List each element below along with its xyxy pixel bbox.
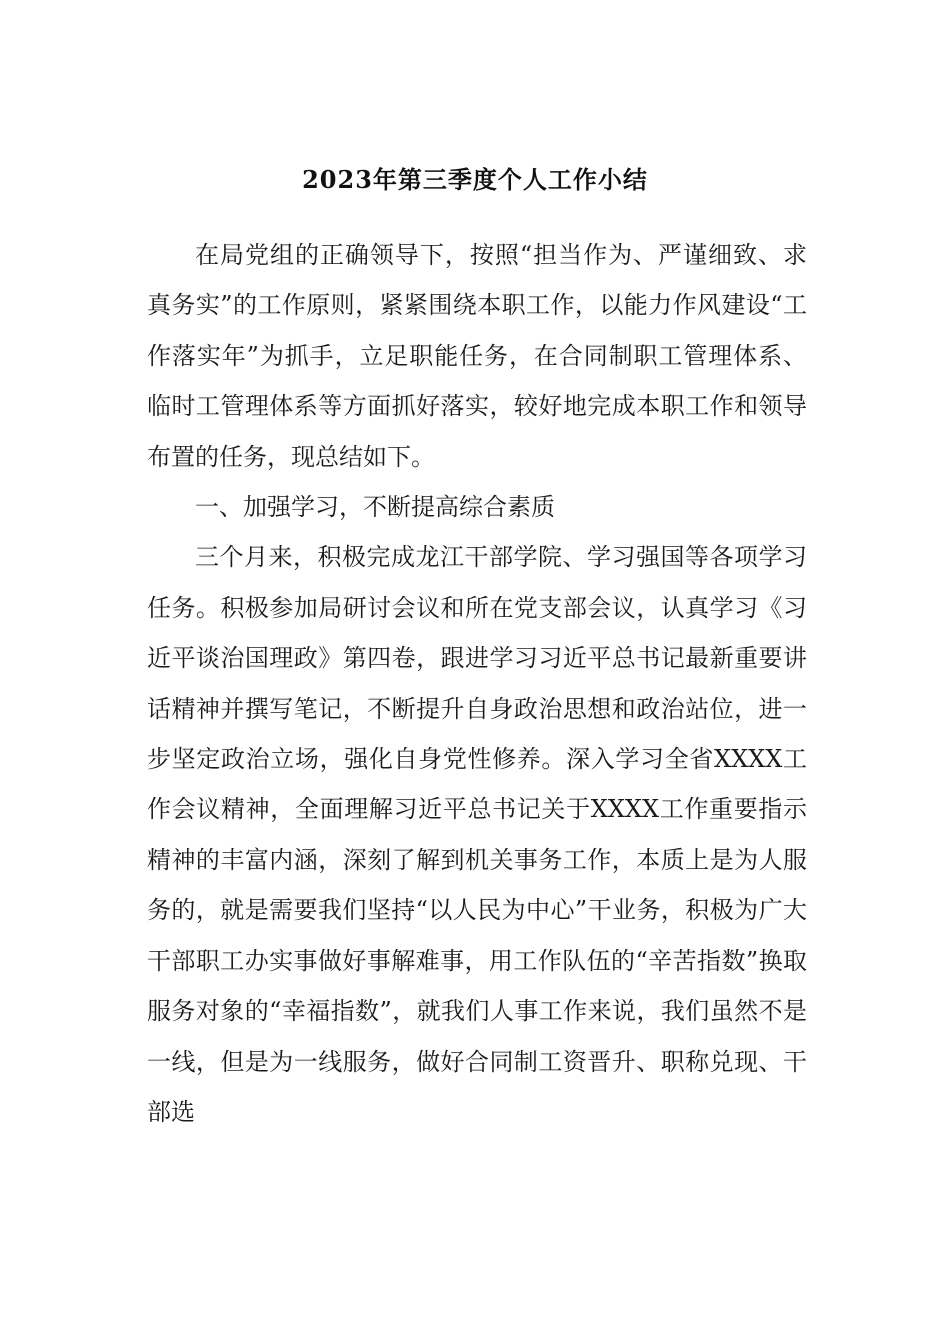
- study-paragraph: 三个月来，积极完成龙江干部学院、学习强国等各项学习任务。积极参加局研讨会议和所在党支部会议，认真学习《习近平谈治国理政》第四卷，跟进学习习近平总书记最新重要讲话精神并撰写笔记，不断提升自身政治思想和政治站位，进一步坚定政治立场，强化自身党性修养。深入学习全省XXXX工作会议精神，全面理解习近平总书记关于XXXX工作重要指示精神的丰富内涵，深刻了解到机关事务工作，本质上是为人服务的，就是需要我们坚持“以人民为中心”干业务，积极为广大干部职工办实事做好事解难事，用工作队伍的“辛苦指数”换取服务对象的“幸福指数”，就我们人事工作来说，我们虽然不是一线，但是为一线服务，做好合同制工资晋升、职称兑现、干部选: [147, 543, 807, 1126]
- document-title: 2023年第三季度个人工作小结: [302, 165, 648, 194]
- document-body: [147, 230, 807, 1137]
- intro-paragraph: 在局党组的正确领导下，按照“担当作为、严谨细致、求真务实”的工作原则，紧紧围绕本职工作，以能力作风建设“工作落实年”为抓手，立足职能任务，在合同制职工管理体系、临时工管理体系等方面抓好落实，较好地完成本职工作和领导布置的任务，现总结如下。: [147, 241, 807, 471]
- section-heading: 一、加强学习，不断提高综合素质: [195, 493, 555, 522]
